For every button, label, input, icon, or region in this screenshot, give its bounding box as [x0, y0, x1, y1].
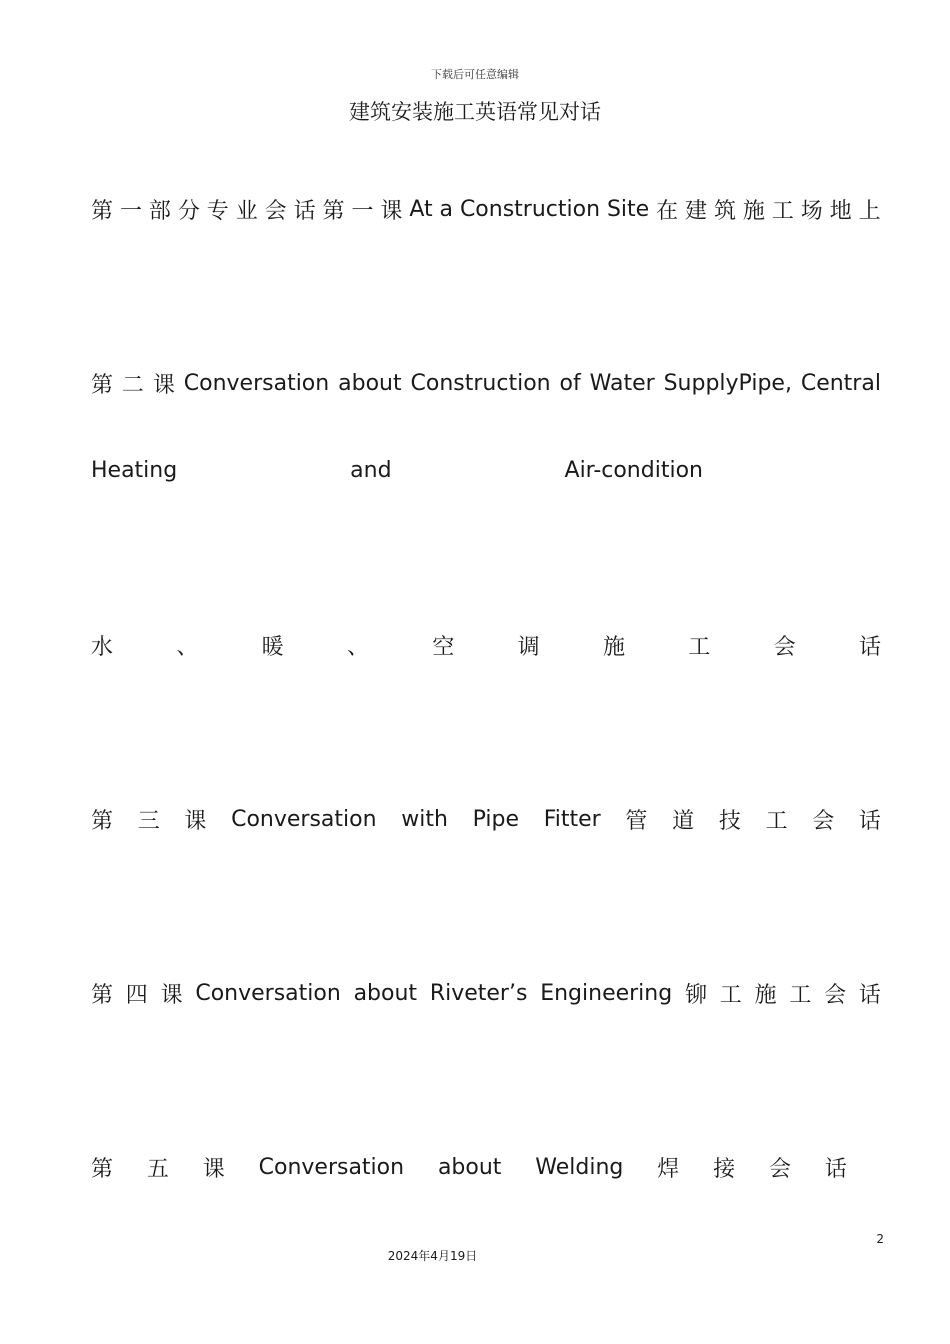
text-word: with	[401, 806, 448, 832]
text-word: 工	[719, 982, 742, 1008]
text-word: 课	[160, 982, 183, 1008]
text-word: 专	[206, 198, 229, 224]
text-word: Water	[589, 370, 655, 396]
text-word: 一	[351, 198, 374, 224]
lesson-2-line-3	[91, 628, 881, 662]
text-word: 第	[91, 198, 114, 224]
lesson-2-line-1	[91, 366, 881, 400]
text-word: 课	[184, 808, 207, 834]
text-word: about	[338, 370, 402, 396]
text-word: Conversation	[183, 370, 330, 396]
text-word: Riveter’s	[429, 980, 528, 1006]
text-word: 四	[125, 982, 148, 1008]
text-word: 暖	[261, 634, 284, 660]
text-word: 水	[91, 634, 114, 660]
text-word: Air-condition	[564, 457, 703, 483]
text-word: Heating	[91, 457, 178, 483]
text-word: 工	[789, 982, 812, 1008]
text-word: 铆	[684, 982, 707, 1008]
text-word: 第	[91, 982, 114, 1008]
text-word: 工	[688, 634, 711, 660]
text-word: 第	[91, 372, 114, 398]
lesson-4-line	[91, 976, 881, 1010]
text-word: 工	[765, 808, 788, 834]
text-word: about	[353, 980, 418, 1006]
text-word: Engineering	[540, 980, 673, 1006]
text-word: Construction	[410, 370, 551, 396]
text-word: Welding	[535, 1154, 624, 1180]
text-word: 空	[432, 634, 455, 660]
text-word: 地	[829, 198, 852, 224]
footer-date: 2024年4月19日	[387, 1249, 478, 1263]
text-word: 在	[656, 198, 679, 224]
text-word: 管	[625, 808, 648, 834]
document-title: 建筑安装施工英语常见对话	[349, 100, 601, 124]
lesson-5-line	[91, 1150, 847, 1184]
text-word: 调	[517, 634, 540, 660]
text-word: about	[437, 1154, 502, 1180]
text-word: 场	[800, 198, 823, 224]
text-word: Conversation	[258, 1154, 405, 1180]
text-word: 上	[858, 198, 881, 224]
text-word: 第	[91, 808, 114, 834]
text-word: 五	[146, 1156, 169, 1182]
text-word: and	[350, 457, 392, 483]
text-word: 课	[152, 372, 175, 398]
text-word: 二	[121, 372, 144, 398]
text-word: 工	[771, 198, 794, 224]
text-word: 第	[91, 1156, 114, 1182]
text-word: 施	[602, 634, 625, 660]
text-word: 接	[713, 1156, 736, 1182]
text-word: Site	[606, 196, 650, 222]
text-word: 焊	[657, 1156, 680, 1182]
text-word: 施	[742, 198, 765, 224]
text-word: Construction	[459, 196, 601, 222]
text-word: 会	[824, 982, 847, 1008]
text-word: At	[409, 196, 433, 222]
text-word: Conversation	[231, 806, 377, 832]
lesson-2-line-2	[91, 453, 703, 487]
text-word: 、	[176, 634, 199, 660]
text-word: 课	[202, 1156, 225, 1182]
text-word: 部	[148, 198, 171, 224]
text-word: 业	[235, 198, 258, 224]
text-word: 会	[264, 198, 287, 224]
text-word: 会	[769, 1156, 792, 1182]
text-word: 筑	[713, 198, 736, 224]
text-word: 会	[773, 634, 796, 660]
text-word: 建	[685, 198, 708, 224]
text-word: 话	[858, 982, 881, 1008]
text-word: a	[439, 196, 454, 222]
text-word: Fitter	[543, 806, 601, 832]
text-word: 分	[177, 198, 200, 224]
header-note: 下载后可任意编辑	[431, 68, 519, 81]
text-word: SupplyPipe,	[663, 370, 792, 396]
text-word: 话	[824, 1156, 847, 1182]
text-word: 、	[346, 634, 369, 660]
text-word: 话	[293, 198, 316, 224]
text-word: 话	[858, 808, 881, 834]
text-word: 话	[858, 634, 881, 660]
text-word: 技	[718, 808, 741, 834]
text-word: Pipe	[472, 806, 520, 832]
text-word: 课	[380, 198, 403, 224]
text-word: Conversation	[195, 980, 341, 1006]
text-word: of	[559, 370, 581, 396]
lesson-3-line	[91, 802, 881, 836]
text-word: 会	[812, 808, 835, 834]
text-word: 施	[754, 982, 777, 1008]
text-word: 三	[137, 808, 160, 834]
lesson-1-line	[91, 192, 881, 226]
text-word: 一	[119, 198, 142, 224]
text-word: 第	[322, 198, 345, 224]
text-word: 道	[672, 808, 695, 834]
text-word: Central	[800, 370, 881, 396]
page-number: 2	[876, 1232, 884, 1246]
